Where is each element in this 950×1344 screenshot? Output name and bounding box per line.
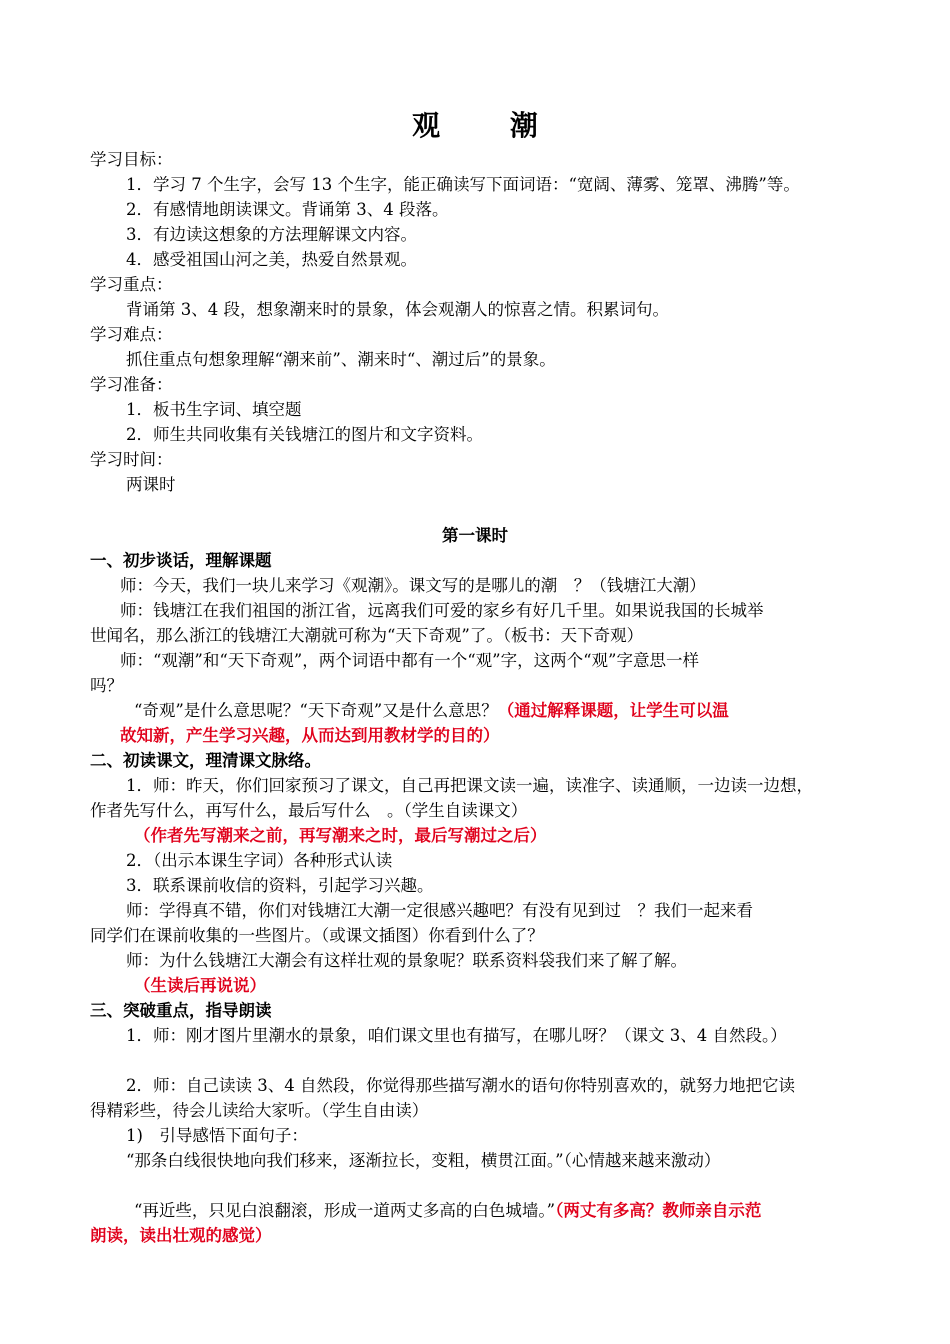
- key-points-text: 背诵第 3、4 段，想象潮来时的景象，体会观潮人的惊喜之情。积累词句。: [126, 300, 669, 319]
- paragraph: 2．（出示本课生字词）各种形式认读: [126, 851, 393, 870]
- paragraph: 1) 引导感悟下面句子：: [126, 1126, 308, 1145]
- paragraph: 师：学得真不错，你们对钱塘江大潮一定很感兴趣吧？有没有见到过 ？我们一起来看: [126, 901, 753, 920]
- difficulties-text: 抓住重点句想象理解“潮来前”、潮来时“、潮过后”的景象。: [126, 350, 556, 369]
- teaching-note: （通过解释课题，让学生可以温: [497, 701, 729, 720]
- preparation-heading: 学习准备：: [90, 375, 173, 394]
- quoted-sentence: “那条白线很快地向我们移来，逐渐拉长，变粗，横贯江面。”（心情越来越来激动）: [126, 1151, 721, 1170]
- paragraph: 吗？: [90, 676, 123, 695]
- section-heading: 三、突破重点，指导朗读: [90, 1001, 272, 1020]
- quoted-sentence: “再近些，只见白浪翻滚，形成一道两丈多高的白色城墙。”: [134, 1201, 556, 1220]
- objective-item: 4．感受祖国山河之美，热爱自然景观。: [126, 250, 417, 269]
- paragraph: [134, 1199, 761, 1223]
- paragraph: 1．师：昨天，你们回家预习了课文，自己再把课文读一遍，读准字、读通顺，一边读一边想，: [126, 776, 813, 795]
- key-points-heading: 学习重点：: [90, 275, 173, 294]
- paragraph: 作者先写什么，再写什么，最后写什么 。（学生自读课文）: [90, 801, 528, 820]
- section-heading: 二、初读课文，理清课文脉络。: [90, 751, 321, 770]
- section-heading: 一、初步谈话，理解课题: [90, 551, 272, 570]
- lesson-heading: 第一课时: [442, 526, 508, 545]
- preparation-item: 1．板书生字词、填空题: [126, 400, 302, 419]
- paragraph: 师：钱塘江在我们祖国的浙江省，远离我们可爱的家乡有好几千里。如果说我国的长城举: [120, 601, 764, 620]
- objective-item: 3．有边读这想象的方法理解课文内容。: [126, 225, 417, 244]
- teaching-note: 朗读，读出壮观的感觉）: [90, 1226, 272, 1245]
- paragraph: 得精彩些，待会儿读给大家听。（学生自由读）: [90, 1101, 429, 1120]
- objective-item: 1．学习 7 个生字，会写 13 个生字，能正确读写下面词语：“宽阔、薄雾、笼罩、沸腾”等。: [126, 175, 800, 194]
- teaching-note: （两丈有多高？教师亲自示范: [555, 1201, 762, 1220]
- teaching-note: 故知新，产生学习兴趣，从而达到用教材学的目的）: [120, 726, 500, 745]
- paragraph: 师：今天，我们一块儿来学习《观潮》。课文写的是哪儿的潮 ？（钱塘江大潮）: [120, 576, 706, 595]
- paragraph: 世闻名，那么浙江的钱塘江大潮就可称为“天下奇观”了。（板书：天下奇观）: [90, 626, 644, 645]
- paragraph: 师：为什么钱塘江大潮会有这样壮观的景象呢？联系资料袋我们来了解了解。: [126, 951, 687, 970]
- paragraph: [134, 699, 729, 723]
- teaching-note: （生读后再说说）: [134, 976, 266, 995]
- paragraph: 3．联系课前收信的资料，引起学习兴趣。: [126, 876, 434, 895]
- paragraph: 1．师：刚才图片里潮水的景象，咱们课文里也有描写，在哪儿呀？（课文 3、4 自然段。）: [126, 1026, 787, 1045]
- time-heading: 学习时间：: [90, 450, 173, 469]
- time-text: 两课时: [126, 475, 176, 494]
- preparation-item: 2．师生共同收集有关钱塘江的图片和文字资料。: [126, 425, 483, 444]
- teaching-note: （作者先写潮来之前，再写潮来之时，最后写潮过之后）: [134, 826, 547, 845]
- objectives-heading: 学习目标：: [90, 150, 173, 169]
- difficulties-heading: 学习难点：: [90, 325, 173, 344]
- paragraph: 2．师：自己读读 3、4 自然段，你觉得那些描写潮水的语句你特别喜欢的，就努力地把它读: [126, 1076, 795, 1095]
- objective-item: 2．有感情地朗读课文。背诵第 3、4 段落。: [126, 200, 449, 219]
- paragraph: 师：“观潮”和“天下奇观”，两个词语中都有一个“观”字，这两个“观”字意思一样: [120, 651, 699, 670]
- paragraph: 同学们在课前收集的一些图片。（或课文插图）你看到什么了？: [90, 926, 544, 945]
- page-title: 观 潮: [412, 109, 568, 142]
- paragraph-text: “奇观”是什么意思呢？“天下奇观”又是什么意思？: [134, 701, 498, 720]
